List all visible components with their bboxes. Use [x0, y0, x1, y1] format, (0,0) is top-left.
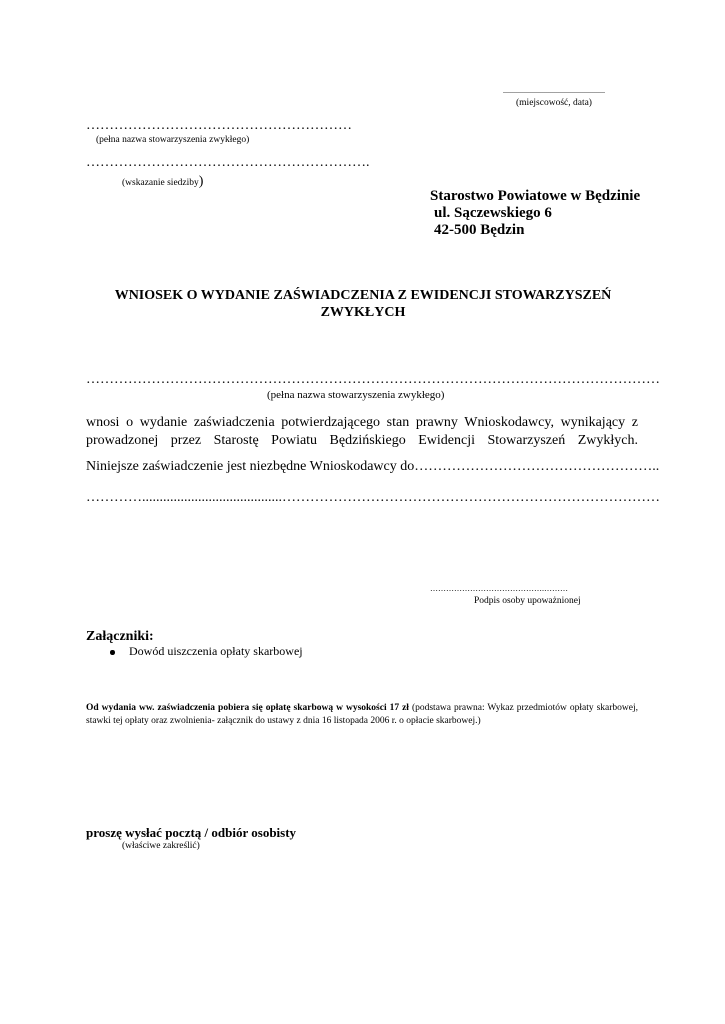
recipient-line-3: 42-500 Będzin: [434, 222, 525, 238]
seat-label-paren: ): [198, 174, 204, 189]
fee-note-legal-basis: (podstawa prawna: Wykaz przedmiotów opłaty skarbowej, stawki tej opłaty oraz zwolnienia- załącznik do ustawy z dnia 16 listopada 2006 r. o opłacie skarbowej.): [86, 703, 638, 726]
seat-dots[interactable]: …………………………………………………….: [86, 155, 370, 170]
purpose-text[interactable]: Niniejsze zaświadczenie jest niezbędne Wnioskodawcy do……………………………………………..: [86, 459, 660, 474]
request-paragraph: wnosi o wydanie zaświadczenia potwierdzającego stan prawny Wnioskodawcy, wynikający z prowadzonej przez Starostę Powiatu Będzińskiego Ewidencji Stowarzyszeń Zwykłych.: [86, 415, 638, 448]
place-date-label: (miejscowość, data): [516, 98, 592, 108]
delivery-choice[interactable]: proszę wysłać pocztą / odbiór osobisty: [86, 825, 297, 840]
signature-dots[interactable]: …………………………………….………: [430, 584, 568, 593]
signature-label: Podpis osoby upoważnionej: [474, 596, 581, 606]
place-date-dots[interactable]: ...................................................: [503, 86, 605, 95]
bullet-icon: [110, 650, 115, 655]
seat-label: (wskazanie siedziby): [122, 174, 204, 189]
delivery-label: (właściwe zakreślić): [122, 841, 200, 851]
assoc-name-label: (pełna nazwa stowarzyszenia zwykłego): [96, 135, 250, 145]
body-name-dots[interactable]: ……………………………………………………………………………………………………………: [86, 372, 660, 387]
purpose-dots[interactable]: …………........................................………………………………………………………………………: [86, 490, 660, 505]
attachment-item: Dowód uiszczenia opłaty skarbowej: [129, 644, 303, 658]
attachments-heading: Załączniki:: [86, 629, 154, 644]
fee-note-bold: Od wydania ww. zaświadczenia pobiera się opłatę skarbową w wysokości 17 zł: [86, 703, 409, 713]
fee-note: [86, 702, 638, 728]
recipient-line-1: Starostwo Powiatowe w Będzinie: [430, 188, 641, 204]
body-name-label: (pełna nazwa stowarzyszenia zwykłego): [267, 389, 445, 401]
recipient-line-2: ul. Sączewskiego 6: [434, 205, 552, 221]
document-title: WNIOSEK O WYDANIE ZAŚWIADCZENIA Z EWIDENCJI STOWARZYSZEŃ ZWYKŁYCH: [114, 288, 612, 320]
assoc-name-dots[interactable]: …………………………………………………: [86, 118, 352, 133]
